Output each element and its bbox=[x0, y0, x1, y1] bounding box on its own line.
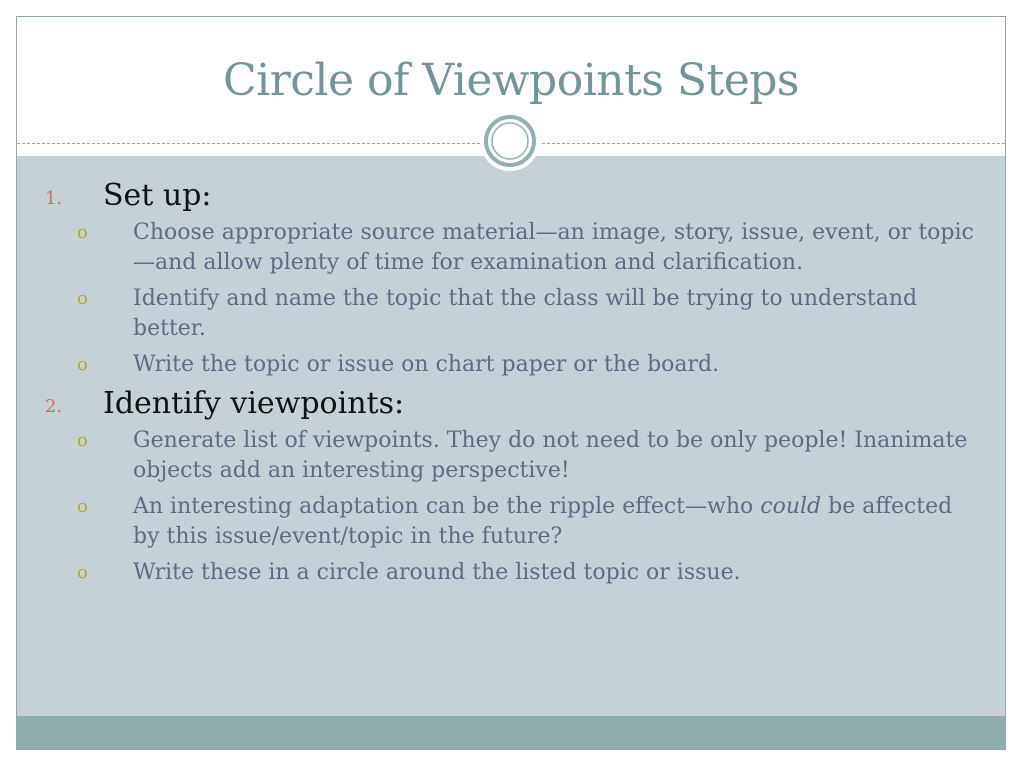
circle-bullet-icon: o bbox=[77, 354, 88, 375]
sub-list-item bbox=[17, 558, 1005, 588]
sub-item-text-before: An interesting adaptation can be the ripple effect—who bbox=[133, 494, 761, 519]
sub-list bbox=[17, 426, 1005, 588]
emphasis-text: could bbox=[760, 494, 822, 519]
sub-item-text: Generate list of viewpoints. They do not need to be only people! Inanimate objects add an interesting perspective! bbox=[133, 428, 968, 483]
slide bbox=[16, 16, 1006, 750]
double-ring-circle-icon bbox=[480, 111, 540, 171]
steps-list bbox=[17, 178, 1005, 594]
sub-item-text: Write these in a circle around the listed topic or issue. bbox=[133, 560, 741, 585]
step-item bbox=[17, 178, 1005, 380]
step-number: 1. bbox=[45, 188, 63, 209]
sub-list-item bbox=[17, 350, 1005, 380]
circle-bullet-icon: o bbox=[77, 496, 88, 517]
sub-item-text-after: be affected by this issue/event/topic in the future? bbox=[133, 494, 953, 549]
sub-item-text bbox=[133, 494, 952, 549]
circle-bullet-icon: o bbox=[77, 430, 88, 451]
circle-bullet-icon: o bbox=[77, 288, 88, 309]
sub-list-item bbox=[17, 492, 1005, 552]
sub-list-item bbox=[17, 426, 1005, 486]
sub-list-item bbox=[17, 218, 1005, 278]
circle-bullet-icon: o bbox=[77, 562, 88, 583]
sub-list-item bbox=[17, 284, 1005, 344]
step-number: 2. bbox=[45, 396, 63, 417]
step-heading: Identify viewpoints: bbox=[103, 386, 405, 421]
circle-bullet-icon: o bbox=[77, 222, 88, 243]
sub-item-text: Identify and name the topic that the class will be trying to understand better. bbox=[133, 286, 918, 341]
sub-item-text: Choose appropriate source material—an image, story, issue, event, or topic—and allow plenty of time for examination and clarification. bbox=[133, 220, 974, 275]
step-heading: Set up: bbox=[103, 178, 212, 213]
slide-title: Circle of Viewpoints Steps bbox=[223, 55, 799, 106]
sub-list bbox=[17, 218, 1005, 380]
footer-bar bbox=[17, 716, 1005, 750]
step-item bbox=[17, 386, 1005, 588]
sub-item-text: Write the topic or issue on chart paper or the board. bbox=[133, 352, 720, 377]
